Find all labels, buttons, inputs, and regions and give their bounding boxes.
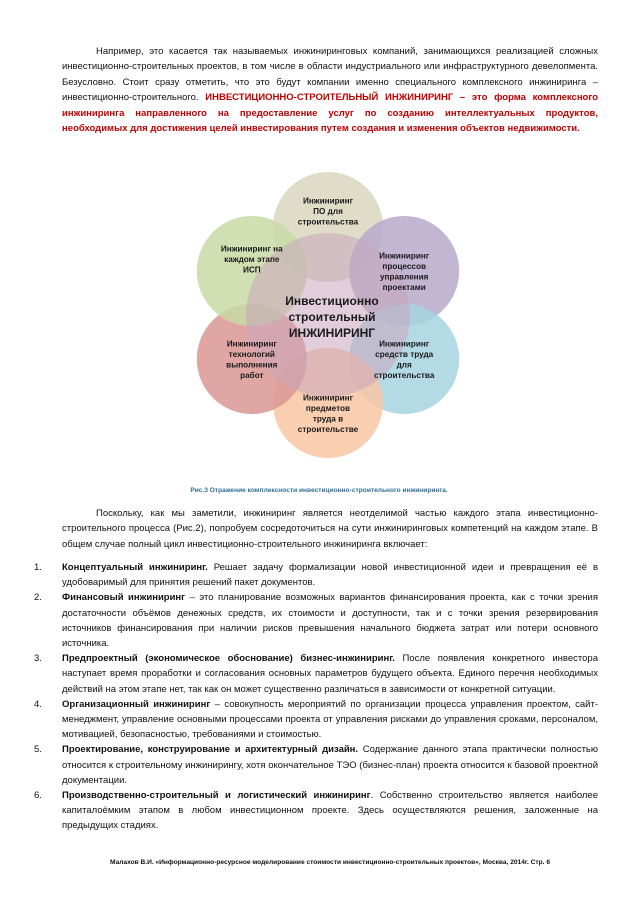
- list-item: [34, 788, 599, 834]
- list-item: [34, 742, 598, 788]
- intro-paragraph: [62, 44, 598, 136]
- list-item-text: После появления конкретного инвестора наступает время проработки и согласования основных параметров будущего объекта. Единого перечня необходимых действий на этом этапе нет, так как он может существенно различаться в зависимости от конкретной ситуации.: [62, 653, 598, 695]
- figure-caption: Рис.3 Отражение комплексности инвестиционно-строительного инжиниринга.: [190, 487, 448, 494]
- list-item-title: Производственно-строительный и логистический инжиниринг: [62, 790, 371, 802]
- node-label-materials: Инжиниринг предметов труда в строительстве: [297, 393, 359, 434]
- node-label-software: Инжиниринг ПО для строительства: [297, 196, 359, 227]
- page-footer: Малахов В.И. «Информационно-ресурсное моделирование стоимости инвестиционно-строительных проектов», Москва, 2014г. Стр. 6: [110, 859, 550, 866]
- list-item-text: . Собственно строительство является наиболее капиталоёмким этапом в любом инвестиционном проекте. Здесь осуществляются решения, заложенные на предыдущих стадиях.: [62, 790, 599, 832]
- list-item: [34, 697, 598, 743]
- list-item-title: Проектирование, конструирование и архитектурный дизайн.: [62, 744, 359, 756]
- list-item-text: Решает задачу формализации новой инвестиционной идеи и превращения её в удобоваримый для принятия решений пакет документов.: [62, 562, 598, 589]
- list-item-number: 1.: [34, 562, 42, 573]
- definition-highlight: ИНВЕСТИЦИОННО-СТРОИТЕЛЬНЫЙ ИНЖИНИРИНГ – это форма комплексного инжиниринга направленного на предоставление услуг по созданию интеллектуальных продуктов, необходимых для достижения целей инвестирования путем создания и изменения объектов недвижимости.: [62, 92, 598, 135]
- list-item-title: Концептуальный инжиниринг.: [62, 562, 208, 573]
- list-item-number: 3.: [34, 653, 42, 665]
- node-label-technologies: Инжиниринг технологий выполнения работ: [226, 339, 278, 380]
- list-item-title: Финансовый инжиниринг: [62, 592, 186, 604]
- list-item-number: 5.: [34, 744, 42, 756]
- list-item-number: 2.: [34, 592, 42, 604]
- node-label-each-stage: Инжиниринг на каждом этапе ИСП: [220, 244, 283, 275]
- body-paragraph: Поскольку, как мы заметили, инжиниринг является неотделимой частью каждого этапа инвестиционно-строительного процесса (Рис.2), попробуем сосредоточиться на сути инжиниринговых компетенций на каждом этапе. В общем случае полный цикл инвестиционно-строительного инжиниринга включает:: [62, 508, 598, 550]
- list-item-title: Предпроектный (экономическое обоснование) бизнес-инжиниринг.: [62, 653, 395, 665]
- intro-text: Например, это касается так называемых инжиниринговых компаний, занимающихся реализацией сложных инвестиционно-строительных проектов, в том числе в области индустриального или инфраструктурного девелопмента. Безусловно. Стоит сразу отметить, что это будут компании именно специального комплексного инжиниринга – инвестиционно-строительного.: [62, 46, 598, 104]
- list-item-text: – это планирование возможных вариантов финансирования проекта, как с точки зрения достаточности объёмов денежных средств, их стоимости и доступности, так и с точки зрения резервирования источников финансирования при наличии рисков превышения начального бюджета затрат или потери основного источника.: [62, 592, 599, 650]
- list-item-title: Организационный инжиниринг: [62, 698, 211, 710]
- node-label-project-management: Инжиниринг процессов управления проектами: [379, 251, 430, 292]
- list-item: [34, 590, 599, 651]
- list-item-number: 4.: [34, 698, 42, 710]
- engineering-cycle-diagram: [140, 160, 500, 470]
- list-item: [34, 651, 598, 697]
- stage-list: [34, 560, 599, 834]
- node-label-tools: Инжиниринг средств труда для строительства: [373, 339, 435, 380]
- list-item-number: 6.: [34, 790, 42, 802]
- list-item-text: – совокупность мероприятий по организации процесса управления проектом, сайт-менеджмент, управление основными процессами проекта от управления рисками до управления сроками, персоналом, мотивацией, безопасностью, требованиями и стоимостью.: [62, 698, 598, 741]
- center-label: Инвестиционно строительный ИНЖИНИРИНГ: [285, 294, 379, 340]
- list-item: [34, 560, 598, 590]
- list-item-text: Содержание данного этапа практически полностью относится к строительному инжинирингу, хотя окончательное ТЭО (бизнес-план) проекта относится к базовой проектной документации.: [62, 744, 598, 786]
